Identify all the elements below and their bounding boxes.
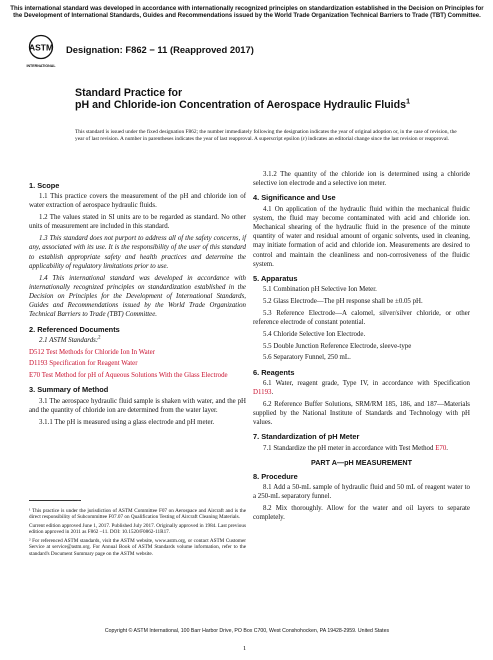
section-heading: 7. Standardization of pH Meter: [253, 432, 360, 442]
paragraph: 4.1 On application of the hydraulic fluid within the mechanical fluidic system, the fluid may become contaminated with acid and chloride ion. Mechanical shearing of the hydraulic fluid in the presence of the minute quantity of water and residual amount of organic solvents, used in cleaning, may initiate formation of acid and chloride ion. Measurements are desired to control and maintain the cleanliness and non-corrosiveness of the fluidic system.: [253, 205, 470, 268]
section-heading: 6. Reagents: [253, 367, 295, 377]
footnotes: [29, 508, 246, 560]
paragraph: 5.1 Combination pH Selective Ion Meter.: [263, 286, 377, 294]
wto-notice: This international standard was developed in accordance with internationally recognized principles on standardization established in the Decision on Principles for the Development of International Standards, Guides and Recommendations issued by the World Trade Organization Technical Barriers to Trade (TBT) Committee.: [10, 5, 484, 20]
paragraph: 7.1 Standardize the pH meter in accordance with Test Method E70.: [263, 444, 449, 452]
title-prefix: Standard Practice for: [75, 87, 183, 99]
astm-logo: [28, 34, 54, 72]
paragraph: 5.5 Double Junction Reference Electrode, sleeve-type: [263, 342, 412, 350]
paragraph: 1.1 This practice covers the measurement of the pH and chloride ion of water extraction of aerospace hydraulic fluids.: [29, 193, 246, 210]
paragraph: 6.1 Water, reagent grade, Type IV, in accordance with Specification D1193.: [253, 379, 470, 397]
paragraph: 1.4 This international standard was developed in accordance with internationally recognized principles on standardization established in the Decision on Principles for the Development of International Standards, Guides and Recommendations issued by the World Trade Organization Technical Barriers to Trade (TBT) Committee.: [29, 274, 246, 319]
part-heading: PART A—pH MEASUREMENT: [310, 457, 413, 467]
footnote: Current edition approved June 1, 2017. Published July 2017. Originally approved in 1984. Last previous edition approved in 2011 as F862 –11. DOI: 10.1520/F0862-11R17.: [29, 523, 246, 536]
section-heading: 4. Significance and Use: [253, 193, 336, 203]
footnote: ¹ This practice is under the jurisdiction of ASTM Committee F07 on Aerospace and Aircraft and is the direct responsibility of Subcommittee F07.07 on Qualification Testing of Aircraft Cleaning Materials.: [29, 508, 246, 521]
paragraph: 6.2 Reference Buffer Solutions, SRM/RM 185, 186, and 187—Materials supplied by the National Institute of Standards and Technology with pH values.: [253, 400, 470, 427]
reference-item: [29, 371, 246, 380]
reference-item: [29, 348, 246, 357]
ref-title-e70[interactable]: Test Method for pH of Aqueous Solutions With the Glass Electrode: [41, 372, 228, 380]
section-heading: 5. Apparatus: [253, 274, 298, 284]
ref-link-d1193[interactable]: D1193: [253, 389, 272, 397]
paragraph: 3.1.2 The quantity of the chloride ion is determined using a chloride selective ion electrode and a selective ion meter.: [253, 171, 470, 188]
ref-link-e70[interactable]: E70: [29, 372, 41, 380]
footnote-divider: [29, 500, 81, 501]
paragraph: 5.2 Glass Electrode—The pH response shall be ±0.05 pH.: [263, 298, 423, 306]
ref-link-d1193[interactable]: D1193: [29, 360, 48, 368]
right-column: [253, 170, 470, 525]
issued-note: This standard is issued under the fixed designation F862; the number immediately following the designation indicates the year of original adoption or, in the case of revision, the year of last revision. A number in parentheses indicates the year of last reapproval. A superscript epsilon (ε) indicates an editorial change since the last revision or reapproval.: [75, 129, 457, 142]
paragraph: 8.2 Mix thoroughly. Allow for the water and oil layers to separate completely.: [253, 505, 470, 522]
section-heading: 1. Scope: [29, 181, 60, 190]
page-number: 1: [243, 645, 247, 652]
left-column: [29, 176, 246, 429]
title-footnote-marker: 1: [406, 96, 411, 106]
svg-text:INTERNATIONAL: INTERNATIONAL: [26, 64, 56, 68]
document-title: [75, 87, 455, 112]
paragraph: 3.1 The aerospace hydraulic fluid sample is shaken with water, and the pH and the quantity of chloride ion are determined from the water layer.: [29, 397, 246, 414]
section-heading: 3. Summary of Method: [29, 385, 109, 395]
designation: Designation: F862 − 11 (Reapproved 2017): [66, 44, 254, 55]
ref-title-d1193[interactable]: Specification for Reagent Water: [49, 360, 138, 368]
paragraph: 5.4 Chloride Selective Ion Electrode.: [263, 330, 366, 338]
footnote: ² For referenced ASTM standards, visit the ASTM website, www.astm.org, or contact ASTM Customer Service at service@astm.org. For Annual Book of ASTM Standards volume information, refer to the standard's Document Summary page on the ASTM website.: [29, 538, 246, 557]
ref-link-e70[interactable]: E70: [435, 444, 447, 452]
reference-item: [29, 359, 246, 368]
title-main: pH and Chloride-ion Concentration of Aerospace Hydraulic Fluids$^1$: [75, 96, 411, 112]
ref-title-d512[interactable]: Test Methods for Chloride Ion In Water: [45, 348, 155, 356]
svg-text:ASTM: ASTM: [28, 42, 54, 53]
paragraph: 1.2 The values stated in SI units are to be regarded as standard. No other units of measurement are included in this standard.: [29, 214, 246, 231]
paragraph: 5.6 Separatory Funnel, 250 mL.: [263, 354, 351, 362]
section-heading: 2. Referenced Documents: [29, 324, 120, 334]
paragraph: 8.1 Add a 50-mL sample of hydraulic fluid and 50 mL of reagent water to a 250-mL separatory funnel.: [253, 484, 470, 501]
paragraph: 2.1 ASTM Standards:$^2$: [39, 335, 101, 344]
ref-link-d512[interactable]: D512: [29, 348, 45, 356]
paragraph: 1.3 This standard does not purport to address all of the safety concerns, if any, associated with its use. It is the responsibility of the user of this standard to establish appropriate safety and health practices and determine the applicability of regulatory limitations prior to use.: [29, 235, 246, 270]
paragraph: 3.1.1 The pH is measured using a glass electrode and pH meter.: [39, 418, 215, 426]
paragraph: 5.3 Reference Electrode—A calomel, silver/silver chloride, or other reference electrode of constant potential.: [253, 309, 470, 327]
section-heading: 8. Procedure: [253, 472, 298, 482]
copyright-line: Copyright © ASTM International, 100 Barr Harbor Drive, PO Box C700, West Conshohocken, PA 19428-2959. United States: [104, 628, 390, 634]
